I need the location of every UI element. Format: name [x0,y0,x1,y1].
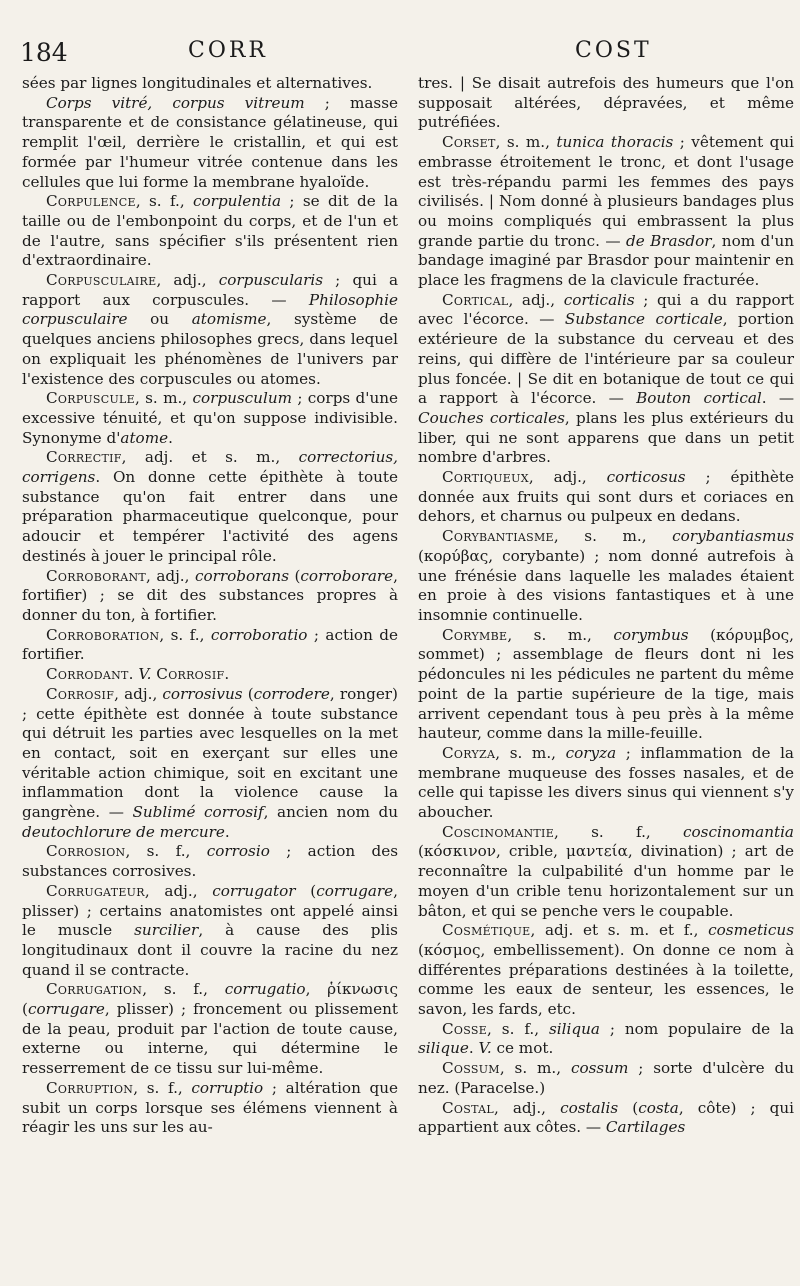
entry-coryza: Coryza, s. m., coryza ; inflammation de la membrane muqueuse des fosses nasales, et de celle qui tapisse les divers sinus qui viennent s'y aboucher. [418,743,794,822]
entry-cosse: Cosse, s. f., siliqua ; nom populaire de la silique. V. ce mot. [418,1019,794,1058]
entry-corps-vitre: Corps vitré, corpus vitreum ; masse transparente et de consistance gélatineuse, qui remplit l'œil, derrière le cristallin, et qui est formée par l'humeur vitrée contenue dans les cellules que lui forme la membrane hyaloïde. [22,93,398,191]
entry-corroboration: Corroboration, s. f., corroboratio ; action de fortifier. [22,625,398,664]
entry-corrugation: Corrugation, s. f., corrugatio, ῥίκνωσις (corrugare, plisser) ; froncement ou plissement de la peau, produit par l'action de toute cause, externe ou interne, qui détermine le resserrement de ce tissu sur lui-même. [22,980,398,1078]
entry-cortiqueux: Cortiqueux, adj., corticosus ; épithète donnée aux fruits qui sont durs et coriaces en dehors, et charnus ou pulpeux en dedans. [418,468,794,526]
entry-cortical: Cortical, adj., corticalis ; qui a du rapport avec l'écorce. — Substance corticale, portion extérieure de la substance du cerveau et des reins, qui diffère de l'intérieure par sa couleur plus foncée. | Se dit en botanique de tout ce qui a rapport à l'écorce. — Bouton cortical. — Couches corticales, plans les plus extérieurs du liber, qui ne sont apparens que dans un petit nombre d'arbres. [418,290,795,467]
page-header [20,38,778,72]
entry-correctif: Correctif, adj. et s. m., correctorius, corrigens. On donne cette épithète à toute substance qu'on fait entrer dans une préparation pharmaceutique quelconque, pour adoucir et tempérer l'activité des agens destinés à jouer le principal rôle. [22,448,398,565]
entry-continuation: sées par lignes longitudinales et alternatives. [22,74,373,92]
entry-corymbe: Corymbe, s. m., corymbus (κόρυμβος, sommet) ; assemblage de fleurs dont ni les pédoncules ni les pédicules ne partent du même point de la partie supérieure de la tige, mais arrivent cependant tous à peu près à la même hauteur, comme dans la mille-feuille. [418,625,794,743]
running-head-left: CORR [188,38,268,63]
entry-corruption: Corruption, s. f., corruptio ; altération que subit un corps lorsque ses élémens viennent à réagir les uns sur les au- [22,1078,399,1137]
entry-cosmetique: Cosmétique, adj. et s. m. et f., cosmeticus (κόσμος, embellissement). On donne ce nom à différentes préparations destinées à la toilette, comme les eaux de senteur, les essences, le savon, les fards, etc. [418,921,794,1019]
right-column [418,74,794,1138]
running-head-right: COST [575,38,652,63]
entry-cossum: Cossum, s. m., cossum ; sorte d'ulcère du nez. (Paracelse.) [418,1059,794,1097]
entry-corroborant: Corroborant, adj., corroborans (corroborare, fortifier) ; se dit des substances propres à donner du ton, à fortifier. [22,566,398,624]
page-number: 184 [20,38,68,67]
entry-corrosion: Corrosion, s. f., corrosio ; action des substances corrosives. [22,842,398,881]
left-column [22,74,398,1138]
entry-corpusculaire: Corpusculaire, adj., corpuscularis ; qui a rapport aux corpuscules. — Philosophie corpusculaire ou atomisme, système de quelques anciens philosophes grecs, dans lequel on expliquait les phénomènes de l'univers par l'existence des corpuscules ou atomes. [22,271,399,388]
entry-coscinomantie: Coscinomantie, s. f., coscinomantia (κόσκινον, crible, μαντεία, divination) ; art de reconnaître la culpabilité d'un homme par le moyen d'un crible tenu horizontalement sur un bâton, et qui se penche vers le coupable. [418,822,794,920]
entry-corybantiasme: Corybantiasme, s. m., corybantiasmus (κορύβας, corybante) ; nom donné autrefois à une frénésie dans laquelle les malades étaient en proie à des visions fantastiques et à une insomnie continuelle. [418,527,794,624]
entry-corpuscule: Corpuscule, s. m., corpusculum ; corps d'une excessive ténuité, et qu'on suppose indivisible. Synonyme d'atome. [22,389,398,447]
entry-corrodant: Corrodant. V. Corrosif. [46,665,230,684]
entry-corpulence: Corpulence, s. f., corpulentia ; se dit de la taille ou de l'embonpoint du corps, et de l'un et de l'autre, sans spécifier s'ils présentent rien d'extraordinaire. [22,192,399,270]
entry-corset: Corset, s. m., tunica thoracis ; vêtement qui embrasse étroitement le tronc, et dont l'usage est très-répandu parmi les femmes des pays civilisés. | Nom donné à plusieurs bandages plus ou moins compliqués qui embrassent la plus grande partie du tronc. — de Brasdor, nom d'un bandage imaginé par Brasdor pour maintenir en place les fragmens de la clavicule fracturée. [418,133,795,290]
entry-costal: Costal, adj., costalis (costa, côte) ; qui appartient aux côtes. — Cartilages [418,1098,794,1137]
entry-corrosif: Corrosif, adj., corrosivus (corrodere, ronger) ; cette épithète est donnée à toute substance qui détruit les parties avec lesquelles on la met en contact, soit en exerçant sur elles une véritable action chimique, soit en excitant une inflammation dont la violence cause la gangrène. — Sublimé corrosif, ancien nom du deutochlorure de mercure. [22,684,399,841]
entry-corrugateur: Corrugateur, adj., corrugator (corrugare, plisser) ; certains anatomistes ont appelé ainsi le muscle surcilier, à cause des plis longitudinaux dont il couvre la racine du nez quand il se contracte. [22,881,398,979]
entry-continuation: tres. | Se disait autrefois des humeurs que l'on supposait altérées, dépravées, et même putréfiées. [418,74,794,132]
